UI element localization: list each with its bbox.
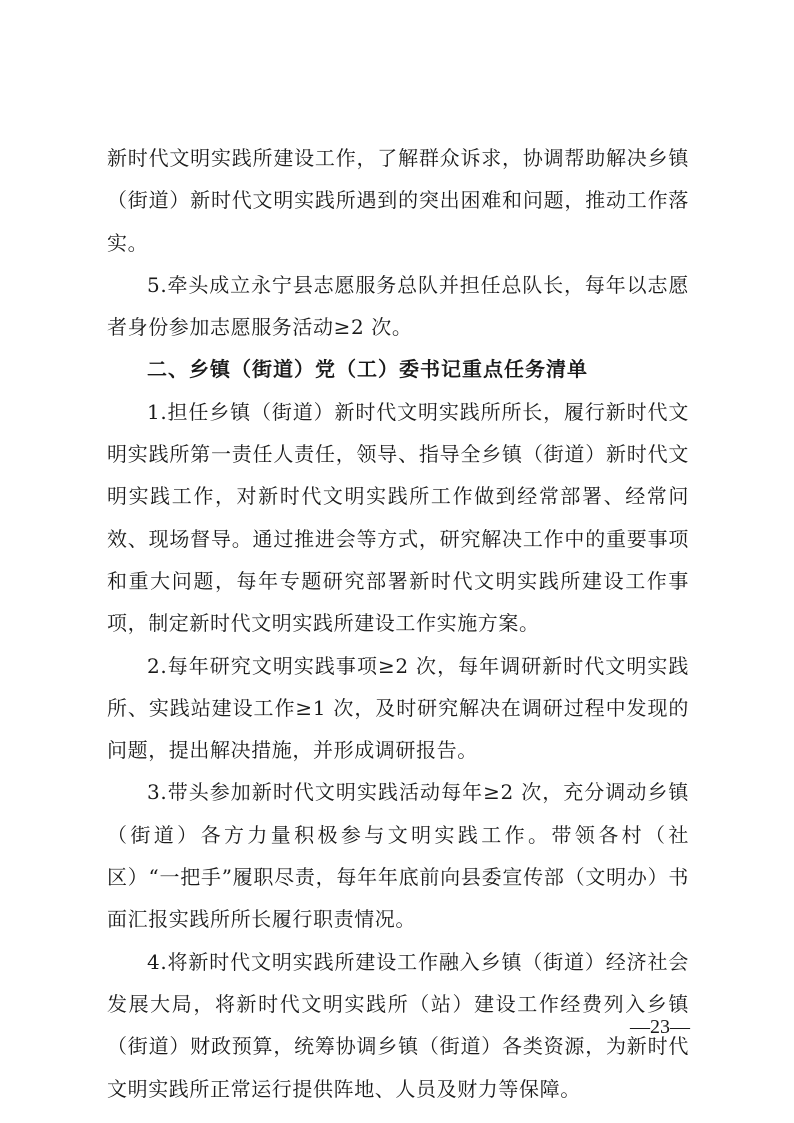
paragraph-continued: 新时代文明实践所建设工作，了解群众诉求，协调帮助解决乡镇（街道）新时代文明实践所遇到的突出困难和问题，推动工作落实。 — [107, 146, 689, 255]
section-item-1: 1.担任乡镇（街道）新时代文明实践所所长，履行新时代文明实践所第一责任人责任，领导、指导全乡镇（街道）新时代文明实践工作，对新时代文明实践所工作做到经常部署、经常问效、现场督导。通过推进会等方式，研究解决工作中的重要事项和重大问题，每年专题研究部署新时代文明实践所建设工作事项，制定新时代文明实践所建设工作实施方案。 — [107, 399, 689, 636]
section-item-3: 3.带头参加新时代文明实践活动每年≥2 次，充分调动乡镇（街道）各方力量积极参与文明实践工作。带领各村（社区）“一把手”履职尽责，每年年底前向县委宣传部（文明办）书面汇报实践所所长履行职责情况。 — [107, 780, 689, 932]
paragraph-item-5: 5.牵头成立永宁县志愿服务总队并担任总队长，每年以志愿者身份参加志愿服务活动≥2 次。 — [107, 272, 689, 340]
section-item-4: 4.将新时代文明实践所建设工作融入乡镇（街道）经济社会发展大局，将新时代文明实践所（站）建设工作经费列入乡镇（街道）财政预算，统筹协调乡镇（街道）各类资源，为新时代文明实践所正常运行提供阵地、人员及财力等保障。 — [107, 949, 689, 1101]
section-heading: 二、乡镇（街道）党（工）委书记重点任务清单 — [147, 357, 588, 382]
section-item-2: 2.每年研究文明实践事项≥2 次，每年调研新时代文明实践所、实践站建设工作≥1 次，及时研究解决在调研过程中发现的问题，提出解决措施，并形成调研报告。 — [107, 653, 689, 763]
page-number: —23— — [630, 1016, 690, 1038]
document-body — [107, 137, 689, 1110]
